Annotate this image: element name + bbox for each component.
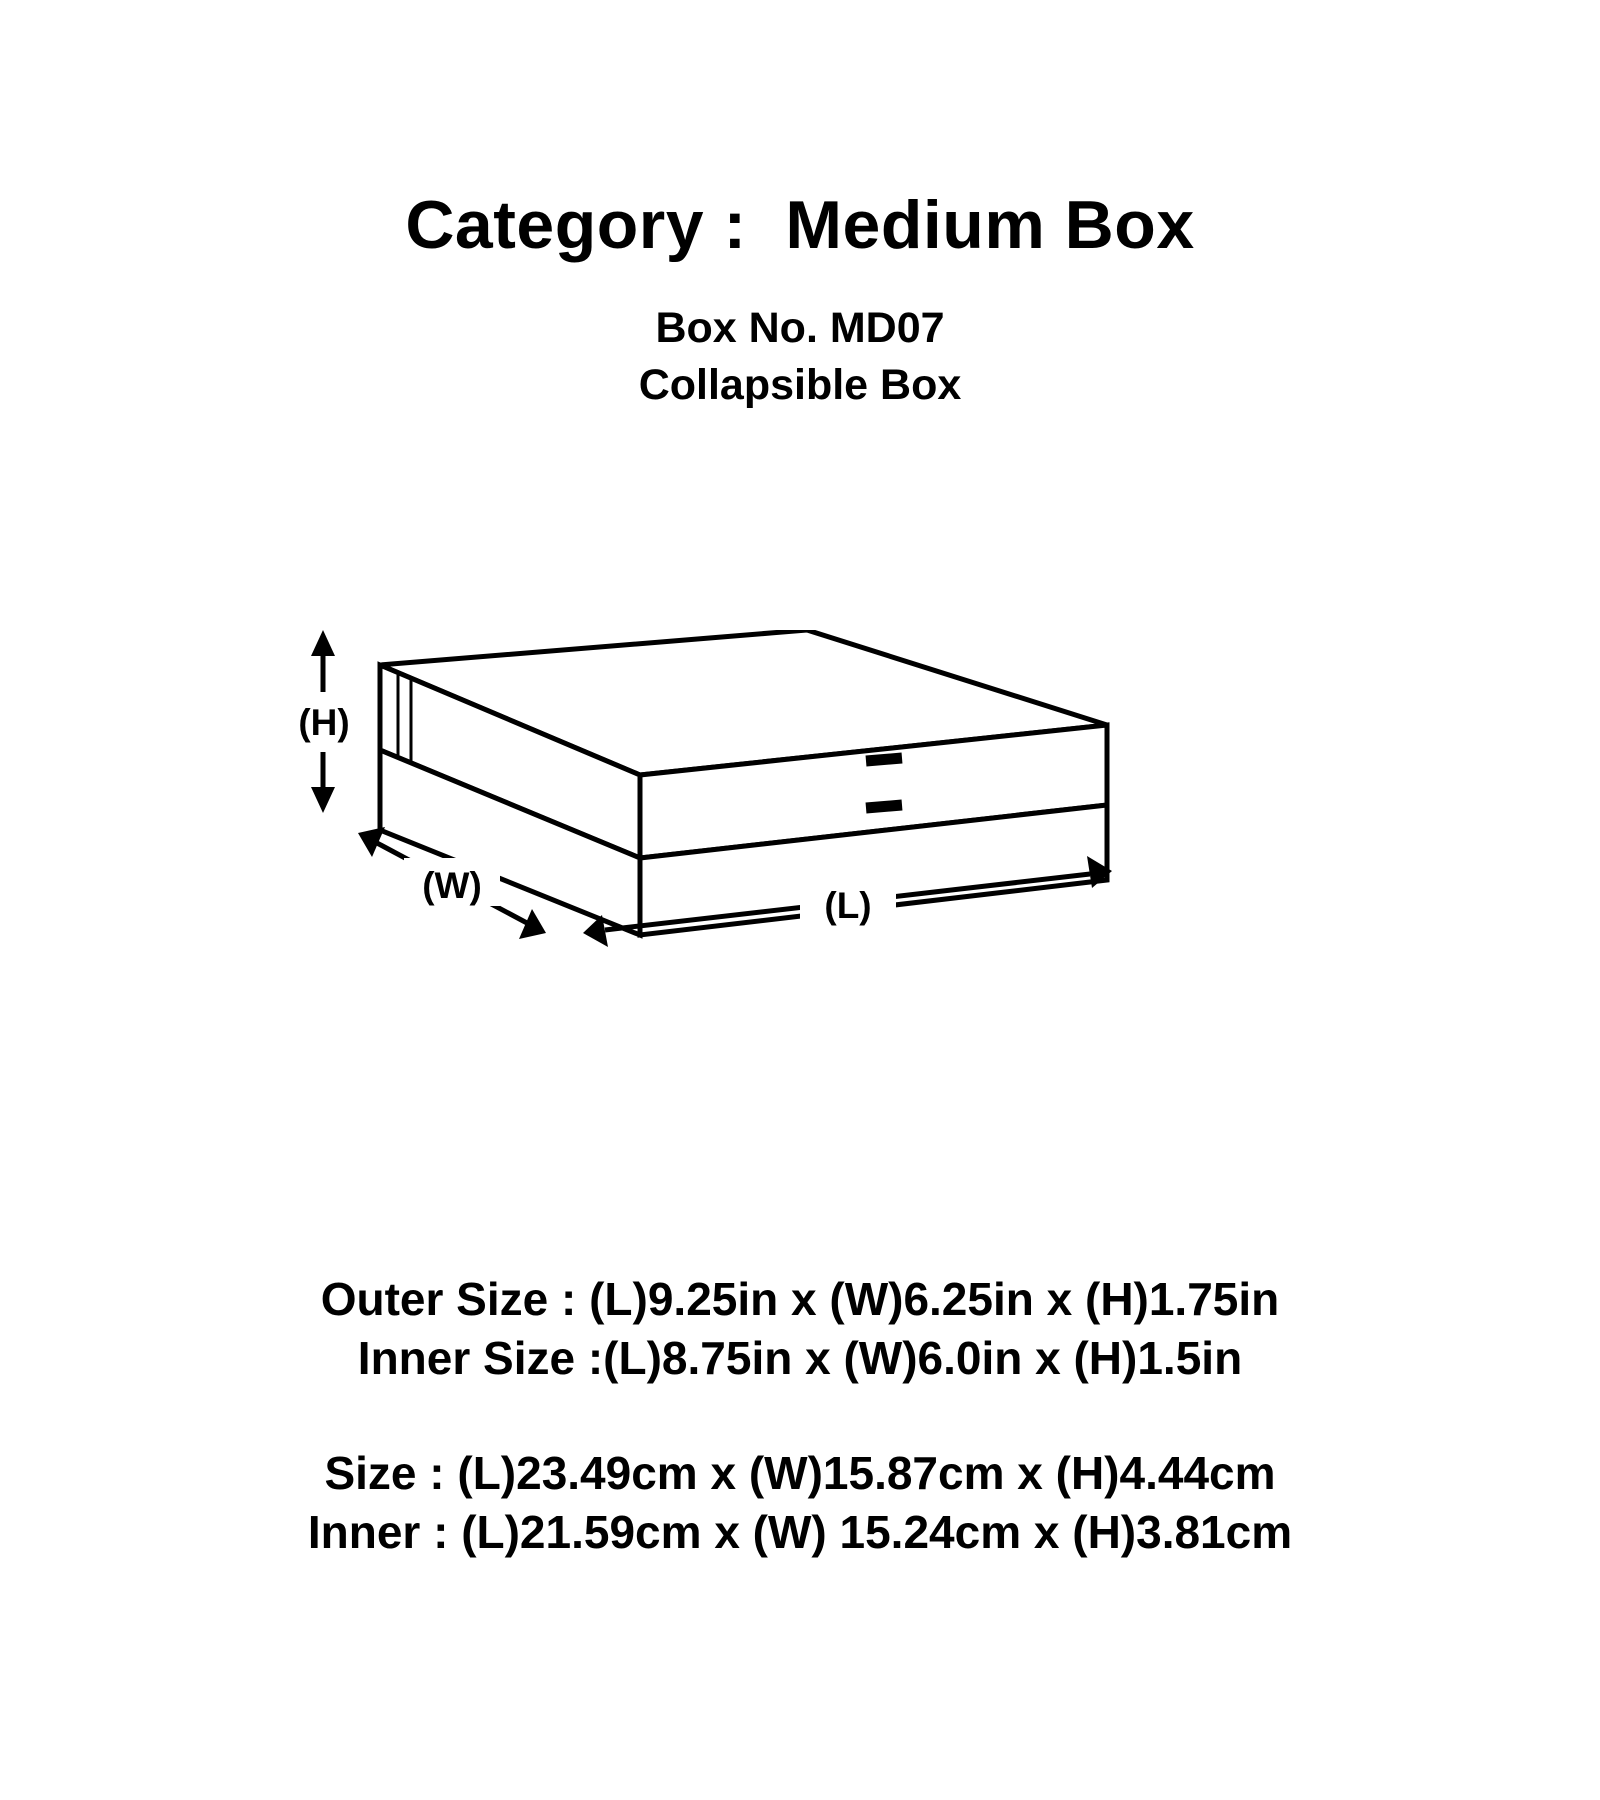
box-number: Box No. MD07 — [655, 304, 945, 353]
header — [0, 187, 1600, 411]
inner-size-line: Inner Size :(L)8.75in x (W)6.0in x (H)1.5in — [357, 1331, 1243, 1384]
length-label: (L) — [824, 885, 872, 926]
width-label: (W) — [422, 865, 482, 906]
outer-size-line: Outer Size : (L)9.25in x (W)6.25in x (H)1.75in — [320, 1273, 1280, 1325]
height-label: (H) — [298, 702, 350, 743]
page-title: Category : Medium Box — [405, 187, 1195, 263]
box-type: Collapsible Box — [638, 361, 962, 410]
inner-cm-line: Inner : (L)21.59cm x (W) 15.24cm x (H)3.81cm — [307, 1505, 1293, 1558]
size-cm-line: Size : (L)23.49cm x (W)15.87cm x (H)4.44cm — [324, 1446, 1276, 1499]
box-illustration — [280, 630, 1340, 1030]
specifications — [0, 1270, 1600, 1562]
